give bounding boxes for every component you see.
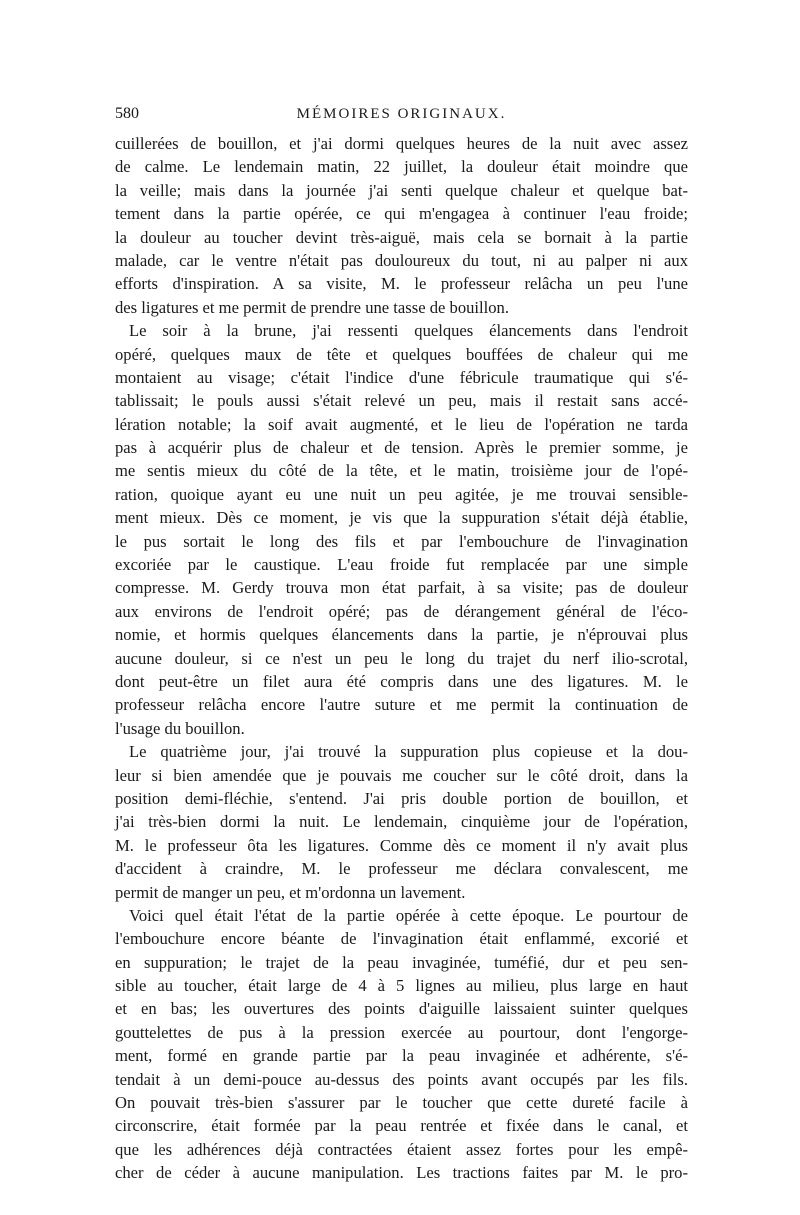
text-line: cher de céder à aucune manipulation. Les tractions faites par M. le pro- bbox=[115, 1163, 688, 1183]
text-line: On pouvait très-bien s'assurer par le toucher que cette dureté facile à bbox=[115, 1093, 688, 1113]
text-line: professeur relâcha encore l'autre suture et me permit la continuation de bbox=[115, 695, 688, 715]
text-line: compresse. M. Gerdy trouva mon état parfait, à sa visite; pas de douleur bbox=[115, 578, 688, 598]
text-line: ment, formé en grande partie par la peau invaginée et adhérente, s'é- bbox=[115, 1046, 688, 1066]
running-head bbox=[115, 98, 688, 130]
text-line: M. le professeur ôta les ligatures. Comme dès ce moment il n'y avait plus bbox=[115, 835, 688, 855]
text-line: en suppuration; le trajet de la peau invaginée, tuméfié, dur et peu sen- bbox=[115, 952, 688, 972]
book-page bbox=[115, 98, 688, 1198]
running-title: MÉMOIRES ORIGINAUX. bbox=[296, 106, 507, 122]
text-line: montaient au visage; c'était l'indice d'une fébricule traumatique qui s'é- bbox=[115, 367, 688, 387]
text-line: ment mieux. Dès ce moment, je vis que la suppuration s'était déjà établie, bbox=[115, 508, 688, 528]
text-line: gouttelettes de pus à la pression exercée au pourtour, dont l'engorge- bbox=[115, 1022, 688, 1042]
text-line: de calme. Le lendemain matin, 22 juillet, la douleur était moindre que bbox=[115, 157, 688, 177]
text-line: me sentis mieux du côté de la tête, et le matin, troisième jour de l'opé- bbox=[115, 461, 688, 481]
text-line: efforts d'inspiration. A sa visite, M. le professeur relâcha un peu l'une bbox=[115, 274, 688, 294]
text-line: la veille; mais dans la journée j'ai senti quelque chaleur et quelque bat- bbox=[115, 180, 688, 200]
text-line: Le quatrième jour, j'ai trouvé la suppuration plus copieuse et la dou- bbox=[129, 742, 688, 762]
page-number: 580 bbox=[115, 105, 139, 122]
text-line: tement dans la partie opérée, ce qui m'engagea à continuer l'eau froide; bbox=[115, 204, 688, 224]
text-line: leur si bien amendée que je pouvais me coucher sur le côté droit, dans la bbox=[115, 765, 688, 785]
text-line: d'accident à craindre, M. le professeur me déclara convalescent, me bbox=[115, 859, 688, 879]
text-line: tendait à un demi-pouce au-dessus des points avant occupés par les fils. bbox=[115, 1069, 688, 1089]
text-line: excoriée par le caustique. L'eau froide fut remplacée par une simple bbox=[115, 555, 688, 575]
body-text bbox=[115, 132, 688, 1185]
text-line: position demi-fléchie, s'entend. J'ai pris double portion de bouillon, et bbox=[115, 788, 688, 808]
text-line: et en bas; les ouvertures des points d'aiguille laissaient suinter quelques bbox=[115, 999, 688, 1019]
text-line: dont peut-être un filet aura été compris dans une des ligatures. M. le bbox=[115, 671, 688, 691]
text-line: que les adhérences déjà contractées étaient assez fortes pour les empê- bbox=[115, 1139, 688, 1159]
text-line: des ligatures et me permit de prendre une tasse de bouillon. bbox=[115, 297, 509, 317]
text-line: cuillerées de bouillon, et j'ai dormi quelques heures de la nuit avec assez bbox=[115, 134, 688, 153]
text-line: aux environs de l'endroit opéré; pas de dérangement général de l'éco- bbox=[115, 601, 688, 621]
text-line: l'usage du bouillon. bbox=[115, 718, 245, 738]
text-line: tablissait; le pouls aussi s'était relevé un peu, mais il restait sans accé- bbox=[115, 391, 688, 411]
text-line: ration, quoique ayant eu une nuit un peu agitée, je me trouvai sensible- bbox=[115, 484, 688, 504]
text-line: nomie, et hormis quelques élancements dans la partie, je n'éprouvai plus bbox=[115, 625, 688, 645]
text-line: permit de manger un peu, et m'ordonna un lavement. bbox=[115, 882, 466, 902]
text-line: circonscrire, était formée par la peau rentrée et fixée dans le canal, et bbox=[115, 1116, 688, 1136]
text-line: pas à acquérir plus de chaleur et de tension. Après le premier somme, je bbox=[115, 438, 688, 458]
text-line: sible au toucher, était large de 4 à 5 lignes au milieu, plus large en haut bbox=[115, 976, 688, 996]
text-line: aucune douleur, si ce n'est un peu le long du trajet du nerf ilio-scrotal, bbox=[115, 648, 688, 668]
text-line: la douleur au toucher devint très-aiguë, mais cela se bornait à la partie bbox=[115, 227, 688, 247]
text-line: j'ai très-bien dormi la nuit. Le lendemain, cinquième jour de l'opération, bbox=[115, 812, 688, 832]
text-line: Le soir à la brune, j'ai ressenti quelques élancements dans l'endroit bbox=[129, 321, 688, 341]
text-line: malade, car le ventre n'était pas douloureux du tout, ni au palper ni aux bbox=[115, 250, 688, 270]
text-line: opéré, quelques maux de tête et quelques bouffées de chaleur qui me bbox=[115, 344, 688, 364]
text-line: lération notable; la soif avait augmenté, et le lieu de l'opération ne tarda bbox=[115, 414, 688, 434]
text-line: le pus sortait le long des fils et par l'embouchure de l'invagination bbox=[115, 531, 688, 551]
text-line: Voici quel était l'état de la partie opérée à cette époque. Le pourtour de bbox=[129, 905, 688, 925]
text-line: l'embouchure encore béante de l'invagination était enflammé, excorié et bbox=[115, 929, 688, 949]
